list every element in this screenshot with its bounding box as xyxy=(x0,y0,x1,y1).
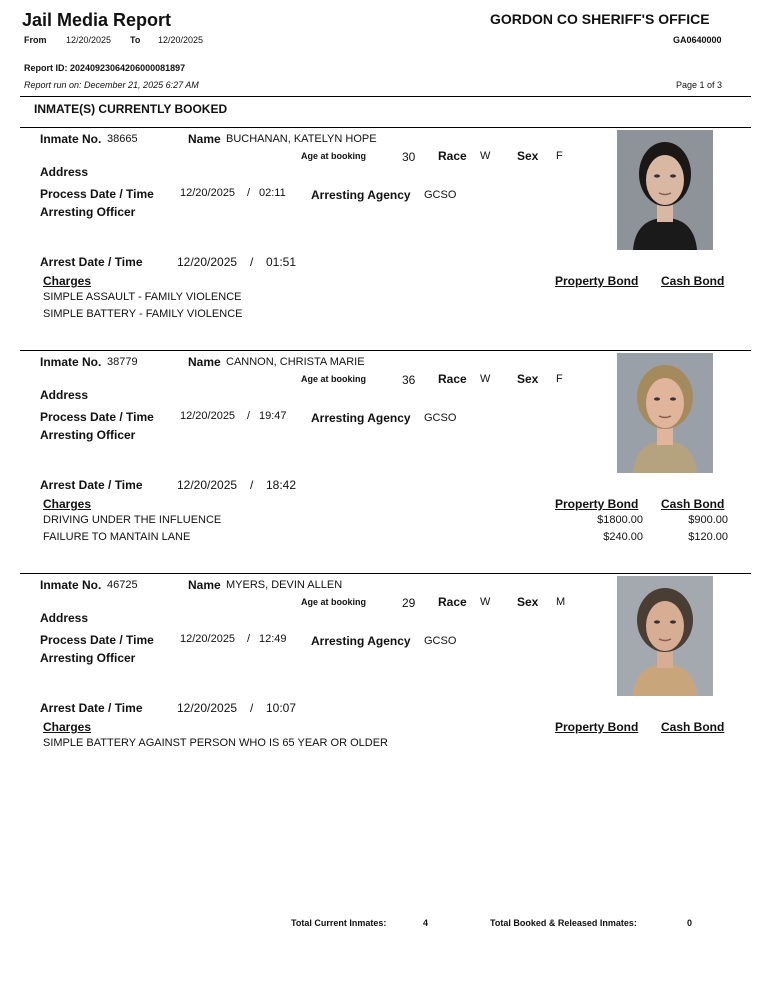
inmate-no-label: Inmate No. xyxy=(40,132,102,146)
to-date: 12/20/2025 xyxy=(158,35,204,45)
charge-text: SIMPLE BATTERY AGAINST PERSON WHO IS 65 YEAR OR OLDER xyxy=(43,737,388,749)
arrest-date-label: Arrest Date / Time xyxy=(40,255,143,269)
header-divider xyxy=(20,96,751,97)
sex-value: F xyxy=(556,373,563,385)
property-bond-value: $240.00 xyxy=(603,531,643,543)
process-date: 12/20/2025 xyxy=(180,187,236,199)
property-bond-header: Property Bond xyxy=(555,274,639,288)
section-title: INMATE(S) CURRENTLY BOOKED xyxy=(34,102,228,116)
race-value: W xyxy=(480,150,491,162)
inmate-divider xyxy=(20,350,751,351)
report-run-on: Report run on: December 21, 2025 6:27 AM xyxy=(24,80,199,90)
address-label: Address xyxy=(40,388,89,402)
cash-bond-header: Cash Bond xyxy=(661,497,725,511)
name-value: CANNON, CHRISTA MARIE xyxy=(226,356,365,368)
charges-header: Charges xyxy=(43,497,92,511)
process-time: 12:49 xyxy=(259,633,287,645)
race-label: Race xyxy=(438,372,467,386)
arrest-time: 18:42 xyxy=(266,478,297,492)
arrest-slash: / xyxy=(250,255,254,269)
race-value: W xyxy=(480,373,491,385)
process-date: 12/20/2025 xyxy=(180,410,236,422)
sex-label: Sex xyxy=(517,149,539,163)
ori-code: GA0640000 xyxy=(673,35,722,45)
cash-bond-header: Cash Bond xyxy=(661,274,725,288)
charges-header: Charges xyxy=(43,274,92,288)
arresting-agency-value: GCSO xyxy=(424,189,457,201)
arresting-agency-label: Arresting Agency xyxy=(311,411,411,425)
charge-text: SIMPLE BATTERY - FAMILY VIOLENCE xyxy=(43,308,243,320)
name-label: Name xyxy=(188,355,221,369)
arrest-date: 12/20/2025 xyxy=(177,255,238,269)
arresting-agency-value: GCSO xyxy=(424,412,457,424)
name-value: MYERS, DEVIN ALLEN xyxy=(226,579,343,591)
mugshot-photo xyxy=(617,576,713,696)
property-bond-header: Property Bond xyxy=(555,720,639,734)
age-value: 36 xyxy=(402,373,416,387)
charge-text: DRIVING UNDER THE INFLUENCE xyxy=(43,514,222,526)
report-id: Report ID: 20240923064206000081897 xyxy=(24,63,186,73)
report-title: Jail Media Report xyxy=(22,10,172,30)
age-value: 29 xyxy=(402,596,416,610)
sex-label: Sex xyxy=(517,595,539,609)
arresting-officer-label: Arresting Officer xyxy=(40,651,136,665)
cash-bond-header: Cash Bond xyxy=(661,720,725,734)
race-value: W xyxy=(480,596,491,608)
mugshot-photo xyxy=(617,130,713,250)
sex-value: F xyxy=(556,150,563,162)
inmate-no-value: 46725 xyxy=(107,579,138,591)
sex-label: Sex xyxy=(517,372,539,386)
charge-text: FAILURE TO MANTAIN LANE xyxy=(43,531,191,543)
section-divider xyxy=(20,127,751,128)
cash-bond-value: $900.00 xyxy=(688,514,728,526)
total-released-label: Total Booked & Released Inmates: xyxy=(490,918,637,928)
age-value: 30 xyxy=(402,150,416,164)
arresting-officer-label: Arresting Officer xyxy=(40,428,136,442)
name-value: BUCHANAN, KATELYN HOPE xyxy=(226,133,377,145)
arrest-date-label: Arrest Date / Time xyxy=(40,701,143,715)
charge-text: SIMPLE ASSAULT - FAMILY VIOLENCE xyxy=(43,291,242,303)
race-label: Race xyxy=(438,149,467,163)
name-label: Name xyxy=(188,578,221,592)
process-slash: / xyxy=(247,187,251,199)
address-label: Address xyxy=(40,611,89,625)
arresting-officer-label: Arresting Officer xyxy=(40,205,136,219)
arrest-date-label: Arrest Date / Time xyxy=(40,478,143,492)
arrest-time: 01:51 xyxy=(266,255,297,269)
agency-name: GORDON CO SHERIFF'S OFFICE xyxy=(490,11,710,27)
age-label: Age at booking xyxy=(301,151,366,161)
age-label: Age at booking xyxy=(301,597,366,607)
arrest-time: 10:07 xyxy=(266,701,297,715)
race-label: Race xyxy=(438,595,467,609)
process-slash: / xyxy=(247,410,251,422)
total-current-label: Total Current Inmates: xyxy=(291,918,387,928)
from-label: From xyxy=(24,35,47,45)
charges-header: Charges xyxy=(43,720,92,734)
sex-value: M xyxy=(556,596,566,608)
total-released-value: 0 xyxy=(687,918,693,928)
process-time: 19:47 xyxy=(259,410,287,422)
age-label: Age at booking xyxy=(301,374,366,384)
property-bond-header: Property Bond xyxy=(555,497,639,511)
property-bond-value: $1800.00 xyxy=(597,514,643,526)
inmate-no-value: 38779 xyxy=(107,356,138,368)
inmate-no-label: Inmate No. xyxy=(40,578,102,592)
process-date: 12/20/2025 xyxy=(180,633,236,645)
inmate-divider xyxy=(20,573,751,574)
arresting-agency-label: Arresting Agency xyxy=(311,634,411,648)
from-date: 12/20/2025 xyxy=(66,35,112,45)
arrest-slash: / xyxy=(250,701,254,715)
arrest-slash: / xyxy=(250,478,254,492)
total-current-value: 4 xyxy=(423,918,429,928)
mugshot-photo xyxy=(617,353,713,473)
process-label: Process Date / Time xyxy=(40,187,154,201)
process-label: Process Date / Time xyxy=(40,410,154,424)
name-label: Name xyxy=(188,132,221,146)
page-number: Page 1 of 3 xyxy=(676,80,723,90)
address-label: Address xyxy=(40,165,89,179)
inmate-no-value: 38665 xyxy=(107,133,138,145)
to-label: To xyxy=(130,35,141,45)
process-label: Process Date / Time xyxy=(40,633,154,647)
arrest-date: 12/20/2025 xyxy=(177,701,238,715)
arresting-agency-value: GCSO xyxy=(424,635,457,647)
arrest-date: 12/20/2025 xyxy=(177,478,238,492)
cash-bond-value: $120.00 xyxy=(688,531,728,543)
process-time: 02:11 xyxy=(259,187,286,199)
process-slash: / xyxy=(247,633,251,645)
arresting-agency-label: Arresting Agency xyxy=(311,188,411,202)
inmate-no-label: Inmate No. xyxy=(40,355,102,369)
